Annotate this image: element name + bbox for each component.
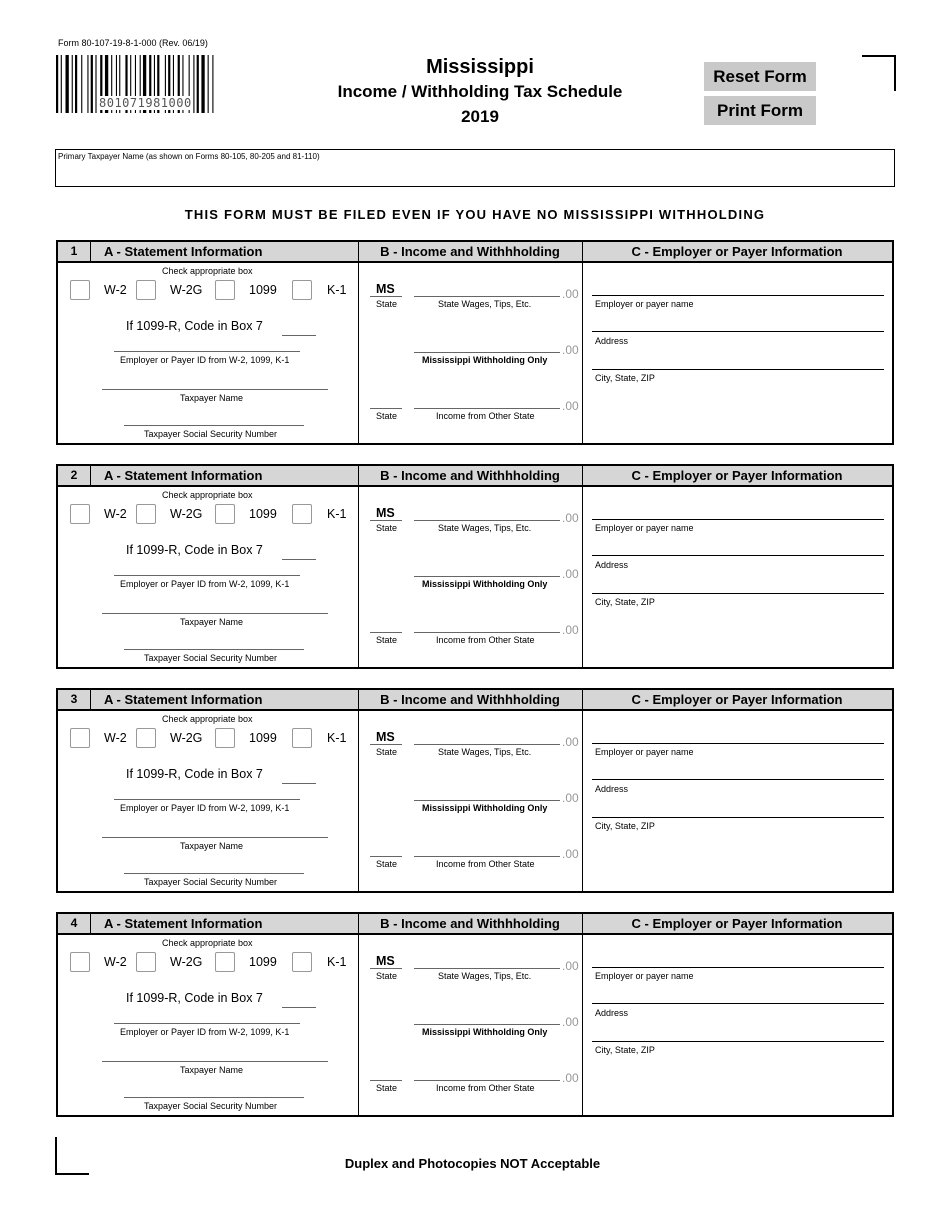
employer-name-label: Employer or payer name [595,299,694,309]
column-divider [358,914,359,1115]
code-1099r-label: If 1099-R, Code in Box 7 [126,319,263,333]
w2-label: W-2 [104,955,127,969]
taxpayer-ssn-label: Taxpayer Social Security Number [144,877,278,887]
w2g-label: W-2G [170,731,203,745]
other-state-income-cents: .00 [562,399,579,413]
state-label: State [376,747,398,757]
statement-block-3 [56,688,894,893]
1099-checkbox[interactable] [215,504,235,524]
1099-label: 1099 [249,507,277,521]
ms-withholding-field[interactable] [414,576,560,577]
k1-label: K-1 [327,283,347,297]
1099-label: 1099 [249,955,277,969]
state-label: State [376,299,398,309]
employer-name-field[interactable] [592,295,884,296]
state-label: State [376,411,398,421]
k1-label: K-1 [327,731,347,745]
taxpayer-name-field[interactable] [102,1061,328,1062]
w2-label: W-2 [104,731,127,745]
w2g-checkbox[interactable] [136,952,156,972]
w2g-checkbox[interactable] [136,728,156,748]
other-state-income-cents: .00 [562,1071,579,1085]
taxpayer-ssn-field[interactable] [124,873,304,874]
code-1099r-field[interactable] [282,783,316,784]
employer-name-field[interactable] [592,743,884,744]
code-1099r-field[interactable] [282,335,316,336]
form-year: 2019 [461,107,499,126]
w2g-checkbox[interactable] [136,280,156,300]
other-state-income-field[interactable] [414,1080,560,1081]
state-label: State [376,859,398,869]
employer-address-label: Address [595,1008,629,1018]
ms-withholding-label: Mississippi Withholding Only [422,1027,548,1037]
w2g-label: W-2G [170,955,203,969]
employer-address-label: Address [595,560,629,570]
taxpayer-name-field[interactable] [102,613,328,614]
statement-header [58,690,892,711]
statement-number: 4 [58,914,91,933]
other-state-income-label: Income from Other State [436,411,535,421]
taxpayer-name-field[interactable] [102,389,328,390]
employer-city-state-zip-field[interactable] [592,1041,884,1042]
column-divider [582,466,583,667]
taxpayer-ssn-field[interactable] [124,649,304,650]
k1-checkbox[interactable] [292,952,312,972]
column-divider [358,466,359,667]
employer-name-label: Employer or payer name [595,971,694,981]
section-c-heading: C - Employer or Payer Information [631,692,843,707]
state-wages-field[interactable] [414,744,560,745]
section-a-heading: A - Statement Information [104,692,263,707]
other-state-income-label: Income from Other State [436,1083,535,1093]
column-divider [582,690,583,891]
taxpayer-name-label: Taxpayer Name [180,393,244,403]
statement-block-2 [56,464,894,669]
state-label: State [376,635,398,645]
section-a-heading: A - Statement Information [104,468,263,483]
taxpayer-ssn-label: Taxpayer Social Security Number [144,1101,278,1111]
employer-address-label: Address [595,784,629,794]
ms-state-underline [370,968,402,969]
other-state-income-field[interactable] [414,408,560,409]
statement-header [58,242,892,263]
k1-label: K-1 [327,507,347,521]
taxpayer-name-label: Taxpayer Name [180,1065,244,1075]
employer-id-label: Employer or Payer ID from W-2, 1099, K-1 [120,1027,290,1037]
section-c-heading: C - Employer or Payer Information [631,244,843,259]
state-wages-field[interactable] [414,296,560,297]
section-b-heading: B - Income and Withhholding [380,692,560,707]
employer-name-field[interactable] [592,519,884,520]
k1-label: K-1 [327,955,347,969]
ms-state-code: MS [376,954,395,968]
ms-withholding-label: Mississippi Withholding Only [422,803,548,813]
ms-withholding-cents: .00 [562,343,579,357]
employer-id-field[interactable] [114,1023,300,1024]
k1-checkbox[interactable] [292,280,312,300]
statement-number: 2 [58,466,91,485]
w2g-label: W-2G [170,507,203,521]
employer-address-label: Address [595,336,629,346]
employer-address-field[interactable] [592,1003,884,1004]
other-state-income-cents: .00 [562,847,579,861]
column-divider [582,914,583,1115]
employer-id-label: Employer or Payer ID from W-2, 1099, K-1 [120,579,290,589]
column-divider [582,242,583,443]
section-a-heading: A - Statement Information [104,916,263,931]
employer-city-state-zip-field[interactable] [592,369,884,370]
primary-taxpayer-name-label: Primary Taxpayer Name (as shown on Forms 80-105, 80-205 and 81-110) [58,152,320,161]
ms-state-code: MS [376,506,395,520]
barcode-number: 801071981000 [99,96,192,110]
1099-label: 1099 [249,731,277,745]
state-wages-field[interactable] [414,520,560,521]
code-1099r-label: If 1099-R, Code in Box 7 [126,543,263,557]
ms-withholding-cents: .00 [562,791,579,805]
employer-city-state-zip-label: City, State, ZIP [595,1045,655,1055]
code-1099r-field[interactable] [282,559,316,560]
1099-checkbox[interactable] [215,280,235,300]
state-wages-label: State Wages, Tips, Etc. [438,523,532,533]
other-state-field[interactable] [370,408,402,409]
ms-withholding-cents: .00 [562,567,579,581]
w2-checkbox[interactable] [70,280,90,300]
employer-name-field[interactable] [592,967,884,968]
state-wages-cents: .00 [562,287,579,301]
section-a-heading: A - Statement Information [104,244,263,259]
state-wages-label: State Wages, Tips, Etc. [438,747,532,757]
section-b-heading: B - Income and Withhholding [380,468,560,483]
registration-mark-top-right [862,55,896,91]
1099-checkbox[interactable] [215,728,235,748]
ms-state-code: MS [376,730,395,744]
check-box-label: Check appropriate box [162,490,253,500]
state-wages-label: State Wages, Tips, Etc. [438,299,532,309]
ms-state-code: MS [376,282,395,296]
ms-withholding-label: Mississippi Withholding Only [422,355,548,365]
print-form-button[interactable]: Print Form [704,96,816,125]
section-b-heading: B - Income and Withhholding [380,916,560,931]
employer-city-state-zip-label: City, State, ZIP [595,597,655,607]
employer-id-field[interactable] [114,575,300,576]
code-1099r-label: If 1099-R, Code in Box 7 [126,991,263,1005]
ms-withholding-field[interactable] [414,352,560,353]
w2-checkbox[interactable] [70,952,90,972]
column-divider [358,690,359,891]
taxpayer-name-label: Taxpayer Name [180,841,244,851]
employer-address-field[interactable] [592,331,884,332]
employer-name-label: Employer or payer name [595,523,694,533]
other-state-field[interactable] [370,1080,402,1081]
statement-block-4 [56,912,894,1117]
ms-withholding-cents: .00 [562,1015,579,1029]
w2-checkbox[interactable] [70,728,90,748]
employer-id-field[interactable] [114,351,300,352]
code-1099r-field[interactable] [282,1007,316,1008]
employer-city-state-zip-field[interactable] [592,817,884,818]
state-wages-cents: .00 [562,511,579,525]
employer-address-field[interactable] [592,555,884,556]
section-b-heading: B - Income and Withhholding [380,244,560,259]
statement-block-1 [56,240,894,445]
footer-notice: Duplex and Photocopies NOT Acceptable [344,1156,601,1171]
taxpayer-name-field[interactable] [102,837,328,838]
1099-label: 1099 [249,283,277,297]
other-state-income-label: Income from Other State [436,859,535,869]
code-1099r-label: If 1099-R, Code in Box 7 [126,767,263,781]
state-wages-label: State Wages, Tips, Etc. [438,971,532,981]
form-state-title: Mississippi [426,56,534,78]
taxpayer-ssn-label: Taxpayer Social Security Number [144,429,278,439]
employer-id-label: Employer or Payer ID from W-2, 1099, K-1 [120,355,290,365]
other-state-field[interactable] [370,632,402,633]
taxpayer-ssn-field[interactable] [124,425,304,426]
statement-header [58,914,892,935]
ms-state-underline [370,296,402,297]
1099-checkbox[interactable] [215,952,235,972]
employer-city-state-zip-label: City, State, ZIP [595,373,655,383]
w2-label: W-2 [104,283,127,297]
ms-withholding-label: Mississippi Withholding Only [422,579,548,589]
other-state-income-field[interactable] [414,632,560,633]
taxpayer-ssn-label: Taxpayer Social Security Number [144,653,278,663]
other-state-field[interactable] [370,856,402,857]
state-wages-field[interactable] [414,968,560,969]
employer-address-field[interactable] [592,779,884,780]
check-box-label: Check appropriate box [162,938,253,948]
other-state-income-cents: .00 [562,623,579,637]
reset-form-button[interactable]: Reset Form [704,62,816,91]
ms-state-underline [370,520,402,521]
filing-notice: THIS FORM MUST BE FILED EVEN IF YOU HAVE NO MISSISSIPPI WITHHOLDING [184,207,766,222]
employer-city-state-zip-field[interactable] [592,593,884,594]
state-label: State [376,971,398,981]
state-wages-cents: .00 [562,735,579,749]
employer-id-label: Employer or Payer ID from W-2, 1099, K-1 [120,803,290,813]
statement-number: 1 [58,242,91,261]
state-wages-cents: .00 [562,959,579,973]
taxpayer-name-label: Taxpayer Name [180,617,244,627]
ms-withholding-field[interactable] [414,800,560,801]
employer-id-field[interactable] [114,799,300,800]
state-label: State [376,523,398,533]
w2-checkbox[interactable] [70,504,90,524]
taxpayer-ssn-field[interactable] [124,1097,304,1098]
other-state-income-label: Income from Other State [436,635,535,645]
ms-withholding-field[interactable] [414,1024,560,1025]
employer-city-state-zip-label: City, State, ZIP [595,821,655,831]
w2-label: W-2 [104,507,127,521]
k1-checkbox[interactable] [292,728,312,748]
check-box-label: Check appropriate box [162,714,253,724]
other-state-income-field[interactable] [414,856,560,857]
section-c-heading: C - Employer or Payer Information [631,468,843,483]
statement-number: 3 [58,690,91,709]
primary-taxpayer-name-field[interactable] [55,149,895,187]
state-label: State [376,1083,398,1093]
form-title: Income / Withholding Tax Schedule [337,82,623,101]
section-c-heading: C - Employer or Payer Information [631,916,843,931]
form-number: Form 80-107-19-8-1-000 (Rev. 06/19) [58,38,208,48]
check-box-label: Check appropriate box [162,266,253,276]
column-divider [358,242,359,443]
ms-state-underline [370,744,402,745]
employer-name-label: Employer or payer name [595,747,694,757]
w2g-label: W-2G [170,283,203,297]
statement-header [58,466,892,487]
k1-checkbox[interactable] [292,504,312,524]
w2g-checkbox[interactable] [136,504,156,524]
